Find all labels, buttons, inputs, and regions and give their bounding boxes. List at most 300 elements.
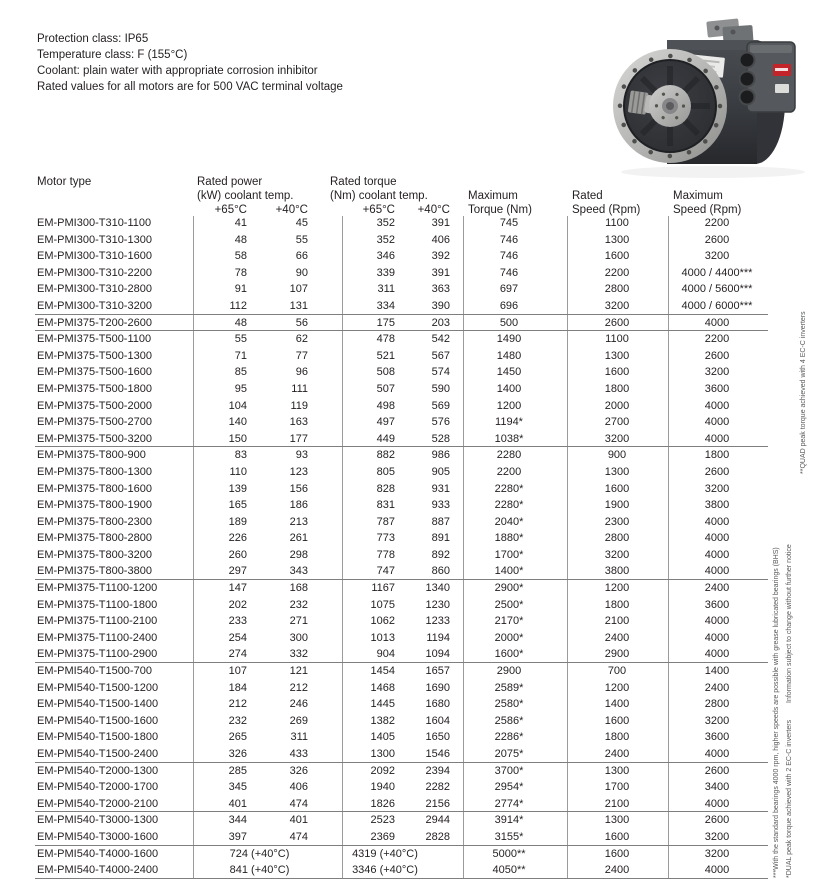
cell-maxt: 1400 — [496, 382, 522, 395]
cell-msp: 3600 — [704, 598, 730, 611]
cell-msp: 4000 / 6000*** — [681, 299, 753, 312]
cell-t65: 311 — [377, 283, 395, 296]
cell-msp: 2600 — [704, 465, 730, 478]
cell-p65: 150 — [228, 432, 247, 445]
cell-p65: 55 — [234, 333, 247, 346]
cell-msp: 2400 — [704, 582, 730, 595]
col-header-rated-speed-2: Speed (Rpm) — [572, 204, 641, 216]
cell-p65: 83 — [234, 449, 247, 462]
table-row — [35, 746, 768, 763]
cell-p65: 104 — [228, 399, 247, 412]
table-row — [35, 265, 768, 282]
cell-p40: 406 — [289, 781, 308, 794]
cell-type: EM-PMI375-T500-1100 — [37, 333, 152, 346]
cell-type: EM-PMI540-T1500-1400 — [37, 698, 159, 711]
table-row — [35, 497, 768, 514]
cell-p65: 91 — [234, 283, 247, 296]
cell-t65: 882 — [376, 449, 395, 462]
cell-p65: 397 — [228, 830, 247, 843]
cell-maxt: 1880* — [494, 532, 524, 545]
cell-maxt: 2774* — [494, 797, 524, 810]
cell-p65: 265 — [228, 731, 247, 744]
cell-p40: 300 — [289, 631, 308, 644]
cell-type: EM-PMI375-T500-1600 — [37, 366, 152, 379]
cell-msp: 4000 — [704, 797, 730, 810]
col-header-max-torque-1: Maximum — [468, 190, 518, 202]
cell-msp: 3200 — [704, 250, 730, 263]
cell-t40: 542 — [431, 333, 450, 346]
cell-p65: 85 — [234, 366, 247, 379]
cell-maxt: 3700* — [494, 764, 524, 777]
col-header-power-65: +65°C — [214, 204, 247, 216]
cell-t40: 391 — [431, 266, 450, 279]
cell-rsp: 2600 — [604, 316, 630, 329]
cell-rsp: 2700 — [604, 416, 630, 429]
cell-maxt: 2500* — [494, 598, 524, 611]
cell-p65: 78 — [234, 266, 247, 279]
cell-p40: 246 — [289, 698, 308, 711]
cell-msp: 4000 — [704, 432, 730, 445]
cell-p65: 41 — [234, 217, 247, 229]
table-row — [35, 563, 768, 580]
cell-t65: 1062 — [370, 615, 395, 628]
cell-t65: 2092 — [370, 764, 395, 777]
cell-rsp: 2300 — [604, 515, 630, 528]
cell-maxt: 2280 — [496, 449, 522, 462]
cell-t65: 778 — [376, 548, 395, 561]
cell-t65: 1940 — [370, 781, 395, 794]
table-row — [35, 580, 768, 597]
cell-rsp: 1300 — [604, 764, 630, 777]
cell-tm: 3346 (+40°C) — [352, 864, 418, 877]
cell-type: EM-PMI540-T3000-1300 — [37, 814, 159, 827]
cell-p65: 212 — [228, 698, 247, 711]
cell-p40: 474 — [289, 797, 308, 810]
cell-p40: 111 — [291, 382, 308, 395]
cell-type: EM-PMI375-T500-2000 — [37, 399, 152, 412]
cell-rsp: 1800 — [604, 731, 630, 744]
cell-maxt: 2900 — [496, 665, 522, 678]
col-header-max-speed-2: Speed (Rpm) — [673, 204, 742, 216]
cell-msp: 3200 — [704, 714, 730, 727]
cell-msp: 3600 — [704, 382, 730, 395]
cell-t40: 574 — [431, 366, 450, 379]
cell-rsp: 3200 — [604, 548, 630, 561]
cell-p65: 226 — [228, 532, 247, 545]
cell-msp: 4000 — [704, 548, 730, 561]
motor-photo — [595, 0, 830, 185]
cell-t65: 497 — [376, 416, 395, 429]
cell-p65: 326 — [228, 748, 247, 760]
cell-type: EM-PMI540-T1500-1200 — [37, 681, 159, 694]
table-row — [35, 481, 768, 498]
cell-rsp: 2400 — [604, 631, 630, 644]
cell-maxt: 2589* — [494, 681, 524, 694]
cell-maxt: 745 — [499, 217, 519, 229]
cell-t65: 787 — [376, 515, 395, 528]
cell-maxt: 2280* — [494, 499, 524, 512]
cell-msp: 4000 — [704, 565, 730, 578]
cell-maxt: 1700* — [494, 548, 524, 561]
cell-type: EM-PMI540-T4000-2400 — [37, 864, 159, 877]
table-row — [35, 812, 768, 829]
cell-t40: 1094 — [425, 648, 450, 661]
table-row — [35, 796, 768, 813]
cell-msp: 2400 — [704, 681, 730, 694]
col-header-torque-40: +40°C — [417, 204, 450, 216]
cell-t40: 2944 — [425, 814, 450, 827]
cell-rsp: 3800 — [604, 565, 630, 578]
cell-p40: 45 — [295, 217, 308, 229]
cell-p40: 119 — [290, 399, 308, 412]
table-row — [35, 829, 768, 846]
cell-msp: 3200 — [704, 847, 730, 860]
cell-rsp: 1800 — [604, 598, 630, 611]
table-row — [35, 232, 768, 249]
cell-t65: 1167 — [371, 582, 395, 595]
cell-msp: 4000 / 5600*** — [681, 283, 753, 296]
cell-rsp: 3200 — [604, 432, 630, 445]
cell-p40: 156 — [289, 482, 308, 495]
cell-t65: 1445 — [370, 698, 395, 711]
cell-p65: 48 — [234, 316, 247, 329]
cell-rsp: 2800 — [604, 283, 630, 296]
cell-pm: 841 (+40°C) — [229, 864, 290, 877]
table-row — [35, 281, 768, 298]
cell-maxt: 746 — [499, 250, 519, 263]
cell-maxt: 2000* — [494, 631, 524, 644]
footnote-bearings: ***With the standard bearings 4000 rpm, higher speeds are possible with grease lubricated bearings (BHS) — [773, 547, 780, 878]
cell-p40: 433 — [289, 748, 308, 760]
cell-t40: 986 — [431, 449, 450, 462]
cell-t65: 2523 — [370, 814, 395, 827]
cell-p40: 343 — [289, 565, 308, 578]
col-header-rated-speed-1: Rated — [572, 190, 603, 202]
cell-msp: 1800 — [704, 449, 730, 462]
cell-p65: 147 — [228, 582, 247, 595]
table-row — [35, 696, 768, 713]
cell-p40: 212 — [289, 681, 308, 694]
intro-line-coolant: Coolant: plain water with appropriate corrosion inhibitor — [37, 65, 318, 77]
cell-p65: 189 — [228, 515, 247, 528]
cell-t40: 931 — [431, 482, 450, 495]
cell-msp: 4000 — [704, 748, 730, 760]
cell-p40: 311 — [290, 731, 308, 744]
cell-t65: 352 — [376, 233, 395, 246]
cell-maxt: 2280* — [494, 482, 524, 495]
cell-p65: 48 — [234, 233, 247, 246]
cell-t40: 406 — [431, 233, 450, 246]
cell-p40: 62 — [295, 333, 308, 346]
intro-block — [37, 31, 343, 95]
table-row — [35, 680, 768, 697]
table-row — [35, 331, 768, 348]
cell-msp: 1400 — [704, 665, 730, 678]
cell-t65: 805 — [376, 465, 395, 478]
table-row — [35, 779, 768, 796]
cell-msp: 4000 — [704, 416, 730, 429]
cell-rsp: 2400 — [604, 864, 630, 877]
cell-t40: 1340 — [425, 582, 450, 595]
cell-rsp: 1200 — [604, 681, 630, 694]
table-row — [35, 729, 768, 746]
cell-t40: 1657 — [425, 665, 450, 678]
cell-p40: 269 — [289, 714, 308, 727]
cell-rsp: 1200 — [604, 582, 630, 595]
table-row — [35, 348, 768, 365]
cell-maxt: 2040* — [494, 515, 524, 528]
cell-t40: 363 — [431, 283, 450, 296]
cell-maxt: 4050** — [492, 864, 526, 877]
cell-msp: 4000 / 4400*** — [681, 266, 753, 279]
cell-p65: 112 — [229, 299, 247, 312]
cell-p40: 56 — [295, 316, 308, 329]
cell-p40: 298 — [289, 548, 308, 561]
cell-t40: 905 — [431, 465, 450, 478]
table-row — [35, 364, 768, 381]
cell-t65: 498 — [376, 399, 395, 412]
cell-type: EM-PMI375-T1100-2400 — [37, 631, 158, 644]
cell-type: EM-PMI540-T2000-2100 — [37, 797, 159, 810]
col-header-power-sub: (kW) coolant temp. — [197, 190, 294, 202]
cell-t65: 449 — [376, 432, 395, 445]
cell-type: EM-PMI540-T4000-1600 — [37, 847, 159, 860]
table-row — [35, 530, 768, 547]
cell-p65: 58 — [234, 250, 247, 263]
cell-t40: 1230 — [425, 598, 450, 611]
cell-msp: 2200 — [704, 333, 730, 346]
cell-type: EM-PMI375-T500-1300 — [37, 349, 152, 362]
cell-type: EM-PMI540-T1500-700 — [37, 665, 152, 678]
cell-type: EM-PMI300-T310-2200 — [37, 266, 152, 279]
cell-t40: 1680 — [425, 698, 450, 711]
cell-maxt: 1490 — [496, 333, 522, 346]
cell-t40: 933 — [431, 499, 450, 512]
cell-p65: 232 — [228, 714, 247, 727]
cell-type: EM-PMI375-T800-1600 — [37, 482, 152, 495]
cell-p40: 131 — [289, 299, 308, 312]
cell-t40: 2156 — [425, 797, 450, 810]
cell-p40: 271 — [289, 615, 308, 628]
cell-rsp: 3200 — [604, 299, 630, 312]
cell-type: EM-PMI375-T800-2300 — [37, 515, 152, 528]
col-header-max-speed-1: Maximum — [673, 190, 723, 202]
cell-type: EM-PMI375-T800-1300 — [37, 465, 152, 478]
table-row — [35, 215, 768, 232]
cell-type: EM-PMI300-T310-2800 — [37, 283, 152, 296]
table-row — [35, 514, 768, 531]
footnote-info: Information subject to change without further notice — [786, 544, 793, 703]
cell-t40: 1690 — [425, 681, 450, 694]
cell-maxt: 500 — [499, 316, 519, 329]
cell-t65: 1382 — [370, 714, 395, 727]
cell-maxt: 1194* — [495, 416, 523, 429]
cell-rsp: 900 — [607, 449, 627, 462]
table-row — [35, 663, 768, 680]
cell-p40: 55 — [295, 233, 308, 246]
cell-p65: 260 — [228, 548, 247, 561]
cell-p65: 139 — [228, 482, 247, 495]
cell-t40: 891 — [431, 532, 450, 545]
cell-p65: 254 — [228, 631, 247, 644]
cell-msp: 4000 — [704, 615, 730, 628]
col-header-motor-type: Motor type — [37, 176, 92, 188]
cell-t65: 1405 — [370, 731, 395, 744]
cell-p40: 186 — [289, 499, 308, 512]
cell-t65: 1075 — [370, 598, 395, 611]
cell-maxt: 697 — [499, 283, 519, 296]
cell-p65: 401 — [228, 797, 247, 810]
cell-msp: 4000 — [704, 316, 730, 329]
cell-t40: 391 — [431, 217, 450, 229]
cell-msp: 4000 — [704, 648, 730, 661]
cell-t65: 1468 — [370, 681, 395, 694]
cell-rsp: 1600 — [604, 714, 630, 727]
cell-rsp: 2400 — [604, 748, 630, 760]
cell-rsp: 1300 — [604, 465, 630, 478]
cell-t65: 346 — [376, 250, 395, 263]
cell-t40: 1233 — [425, 615, 450, 628]
cell-rsp: 1300 — [604, 233, 630, 246]
cell-t40: 392 — [431, 250, 450, 263]
cell-rsp: 1700 — [604, 781, 630, 794]
cell-maxt: 3914* — [494, 814, 524, 827]
col-header-rated-torque: Rated torque — [330, 176, 397, 188]
cell-rsp: 2000 — [604, 399, 630, 412]
cell-t65: 175 — [376, 316, 395, 329]
cell-p40: 90 — [295, 266, 308, 279]
cell-rsp: 2900 — [604, 648, 630, 661]
cell-t40: 569 — [431, 399, 450, 412]
cell-t40: 1650 — [425, 731, 450, 744]
cell-p40: 168 — [289, 582, 308, 595]
cell-type: EM-PMI300-T310-3200 — [37, 299, 152, 312]
cell-rsp: 1600 — [604, 250, 630, 263]
cell-t65: 773 — [376, 532, 395, 545]
cell-p65: 71 — [234, 349, 247, 362]
cell-t40: 2282 — [425, 781, 450, 794]
cell-rsp: 1300 — [604, 349, 630, 362]
table-row — [35, 547, 768, 564]
cell-msp: 2600 — [704, 349, 730, 362]
cell-msp: 3600 — [704, 731, 730, 744]
cell-maxt: 1400* — [494, 565, 524, 578]
cell-type: EM-PMI300-T310-1600 — [37, 250, 152, 263]
cell-type: EM-PMI540-T3000-1600 — [37, 830, 159, 843]
cell-maxt: 2286* — [494, 731, 524, 744]
cell-rsp: 1600 — [604, 847, 630, 860]
table-row — [35, 646, 768, 663]
cell-t65: 904 — [376, 648, 395, 661]
cell-maxt: 5000** — [492, 847, 526, 860]
col-header-power-40: +40°C — [275, 204, 308, 216]
cell-rsp: 1600 — [604, 482, 630, 495]
cell-tm: 4319 (+40°C) — [352, 847, 418, 860]
cell-p65: 140 — [228, 416, 247, 429]
cell-t40: 887 — [431, 515, 450, 528]
cell-type: EM-PMI375-T500-2700 — [37, 416, 152, 429]
table-row — [35, 398, 768, 415]
table-row — [35, 381, 768, 398]
cell-rsp: 700 — [607, 665, 627, 678]
cell-msp: 2600 — [704, 233, 730, 246]
cell-type: EM-PMI375-T800-3200 — [37, 548, 152, 561]
cell-t40: 203 — [431, 316, 450, 329]
cell-type: EM-PMI375-T500-3200 — [37, 432, 152, 445]
col-header-rated-power: Rated power — [197, 176, 263, 188]
cell-type: EM-PMI540-T1500-1800 — [37, 731, 159, 744]
cell-t65: 2369 — [370, 830, 395, 843]
cell-rsp: 1600 — [604, 366, 630, 379]
cell-t40: 567 — [431, 349, 450, 362]
footnote-dual-peak: *DUAL peak torque achieved with 2 EC-C inverters — [786, 719, 793, 878]
cell-p40: 261 — [289, 532, 308, 545]
cell-t40: 1194 — [426, 631, 450, 644]
cell-msp: 2600 — [704, 814, 730, 827]
cell-rsp: 1100 — [605, 217, 629, 229]
cell-p40: 326 — [289, 764, 308, 777]
cell-p65: 95 — [234, 382, 247, 395]
cell-maxt: 2200 — [496, 465, 522, 478]
cell-rsp: 1300 — [604, 814, 630, 827]
cell-t65: 747 — [376, 565, 395, 578]
cell-t65: 1454 — [370, 665, 395, 678]
table-row — [35, 597, 768, 614]
cell-maxt: 2580* — [494, 698, 524, 711]
cell-t65: 1013 — [370, 631, 395, 644]
cell-maxt: 2954* — [494, 781, 524, 794]
cell-t65: 334 — [376, 299, 395, 312]
table-row — [35, 298, 768, 315]
cell-pm: 724 (+40°C) — [229, 847, 290, 860]
cell-t65: 521 — [376, 349, 395, 362]
cell-t40: 892 — [431, 548, 450, 561]
cell-type: EM-PMI375-T1100-2900 — [37, 648, 158, 661]
cell-maxt: 1480 — [496, 349, 522, 362]
cell-p40: 332 — [289, 648, 308, 661]
cell-type: EM-PMI300-T310-1100 — [37, 217, 152, 229]
cell-t40: 1604 — [425, 714, 450, 727]
cell-p40: 66 — [295, 250, 308, 263]
table-row — [35, 414, 768, 431]
cell-type: EM-PMI540-T1500-2400 — [37, 748, 159, 760]
cell-p65: 165 — [228, 499, 247, 512]
cell-rsp: 1900 — [604, 499, 630, 512]
cell-type: EM-PMI375-T800-900 — [37, 449, 146, 462]
cell-type: EM-PMI375-T800-3800 — [37, 565, 152, 578]
cell-type: EM-PMI375-T800-2800 — [37, 532, 152, 545]
cell-type: EM-PMI375-T800-1900 — [37, 499, 152, 512]
cell-maxt: 3155* — [494, 830, 524, 843]
cell-msp: 3800 — [704, 499, 730, 512]
cell-rsp: 2200 — [604, 266, 630, 279]
cell-p65: 107 — [228, 665, 247, 678]
table-row — [35, 315, 768, 332]
cell-p65: 274 — [228, 648, 247, 661]
cell-msp: 3200 — [704, 482, 730, 495]
cell-maxt: 746 — [499, 266, 519, 279]
cell-msp: 4000 — [704, 515, 730, 528]
cell-p65: 233 — [228, 615, 247, 628]
cell-t65: 507 — [376, 382, 395, 395]
cell-type: EM-PMI375-T200-2600 — [37, 316, 152, 329]
table-row — [35, 713, 768, 730]
cell-type: EM-PMI375-T500-1800 — [37, 382, 152, 395]
cell-msp: 3200 — [704, 830, 730, 843]
spec-table — [35, 170, 768, 880]
cell-rsp: 2100 — [604, 615, 630, 628]
cell-t65: 508 — [376, 366, 395, 379]
